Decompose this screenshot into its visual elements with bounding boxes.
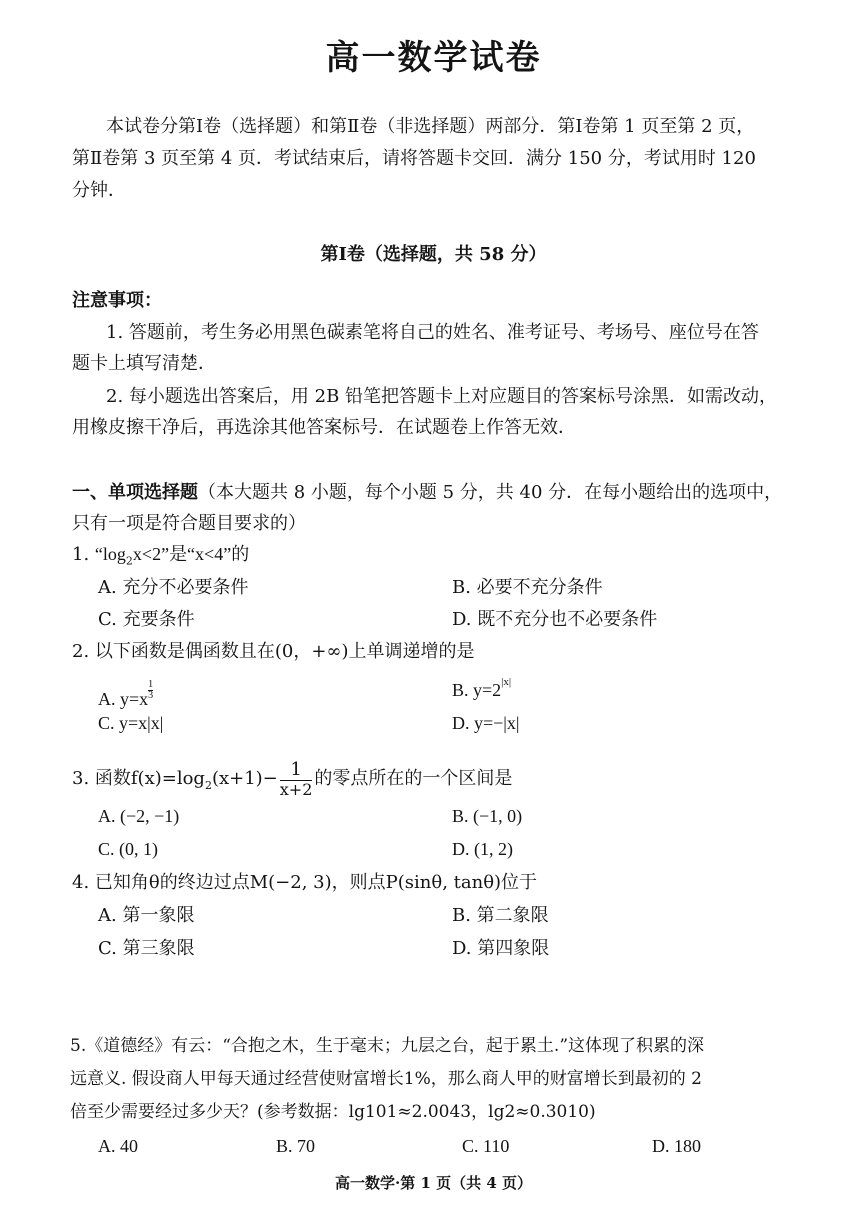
section1-heading-line2: 只有一项是符合题目要求的） <box>72 513 306 534</box>
intro-line-2: 第Ⅱ卷第 3 页至第 4 页．考试结束后，请将答题卡交回．满分 150 分，考试用时 120 <box>72 148 756 169</box>
intro-line-3: 分钟． <box>72 180 126 201</box>
q4-option-c: C. 第三象限 <box>98 938 195 959</box>
q4-option-d: D. 第四象限 <box>452 938 550 959</box>
q3-part3: 的零点所在的一个区间是 <box>314 768 513 790</box>
notes-line-3: 2. 每小题选出答案后，用 2B 铅笔把答题卡上对应题目的答案标号涂黑．如需改动， <box>106 386 778 407</box>
intro-line-1: 本试卷分第Ⅰ卷（选择题）和第Ⅱ卷（非选择题）两部分．第Ⅰ卷第 1 页至第 2 页， <box>106 116 755 137</box>
notes-line-4: 用橡皮擦干净后，再选涂其他答案标号．在试题卷上作答无效． <box>72 417 576 438</box>
q2-exp-num: 1 <box>148 679 154 690</box>
q1-part2: x<2”是“x<4”的 <box>132 544 250 564</box>
q2-option-a-text: A. y=x <box>98 689 149 709</box>
q2-option-a-exponent <box>148 680 153 701</box>
notes-line-1: 1. 答题前，考生务必用黑色碳素笔将自己的姓名、准考证号、考场号、座位号在答 <box>106 322 759 343</box>
section1-heading <box>72 482 782 504</box>
q3-frac-num: 1 <box>280 760 313 781</box>
section1-heading-rest: （本大题共 8 小题，每个小题 5 分，共 40 分．在每小题给出的选项中， <box>198 482 783 503</box>
q3-fraction <box>280 760 313 798</box>
q3-frac-den: x+2 <box>279 779 313 799</box>
q2-option-b-exponent: |x| <box>501 676 512 688</box>
q3-option-a: A. (−2, −1) <box>98 806 180 826</box>
q2-option-a <box>98 680 153 711</box>
q2-option-b-text: B. y=2 <box>452 680 502 700</box>
q1-option-a: A. 充分不必要条件 <box>98 577 249 598</box>
q2-option-c: C. y=x|x| <box>98 713 164 733</box>
q3-log-base: 2 <box>204 778 212 792</box>
q3-part2: (x+1)− <box>211 768 278 790</box>
q3-option-c: C. (0, 1) <box>98 839 158 859</box>
q3-part1: 3. 函数f(x)=log <box>72 768 205 790</box>
q1-stem <box>72 544 249 568</box>
q4-option-b: B. 第二象限 <box>452 905 549 926</box>
q2-stem: 2. 以下函数是偶函数且在(0，+∞)上单调递增的是 <box>72 641 475 662</box>
q2-option-d: D. y=−|x| <box>452 713 520 733</box>
q1-part1: “log <box>94 544 126 564</box>
q5-line-2: 远意义. 假设商人甲每天通过经营使财富增长1%，那么商人甲的财富增长到最初的 2 <box>70 1069 702 1089</box>
q2-option-b <box>452 676 512 702</box>
q3-stem <box>72 760 512 798</box>
q3-option-b: B. (−1, 0) <box>452 806 523 826</box>
q2-exp-den: 3 <box>148 690 154 701</box>
q1-option-d: D. 既不充分也不必要条件 <box>452 609 658 630</box>
notes-line-2: 题卡上填写清楚． <box>72 353 216 374</box>
notes-heading: 注意事项： <box>72 290 162 311</box>
q5-line-3: 倍至少需要经过多少天？(参考数据：lg101≈2.0043，lg2≈0.3010) <box>70 1102 596 1122</box>
q4-stem: 4. 已知角θ的终边过点M(−2, 3)，则点P(sinθ, tanθ)位于 <box>72 872 538 893</box>
q3-option-d: D. (1, 2) <box>452 839 513 859</box>
q5-option-c: C. 110 <box>462 1136 510 1156</box>
part1-heading: 第Ⅰ卷（选择题，共 58 分） <box>320 244 547 265</box>
q5-option-d: D. 180 <box>652 1136 701 1156</box>
q1-num: 1. <box>72 544 90 565</box>
section1-heading-bold: 一、单项选择题 <box>72 482 198 503</box>
q1-option-b: B. 必要不充分条件 <box>452 577 603 598</box>
page-footer: 高一数学·第 1 页（共 4 页） <box>335 1174 532 1192</box>
q5-option-a: A. 40 <box>98 1136 138 1156</box>
q1-option-c: C. 充要条件 <box>98 609 195 630</box>
q5-line-1: 5.《道德经》有云：“合抱之木，生于毫末；九层之台，起于累土.”这体现了积累的深 <box>70 1036 705 1056</box>
q1-log-base: 2 <box>125 554 133 568</box>
q4-option-a: A. 第一象限 <box>98 905 195 926</box>
exam-title: 高一数学试卷 <box>325 38 542 78</box>
q5-option-b: B. 70 <box>276 1136 316 1156</box>
